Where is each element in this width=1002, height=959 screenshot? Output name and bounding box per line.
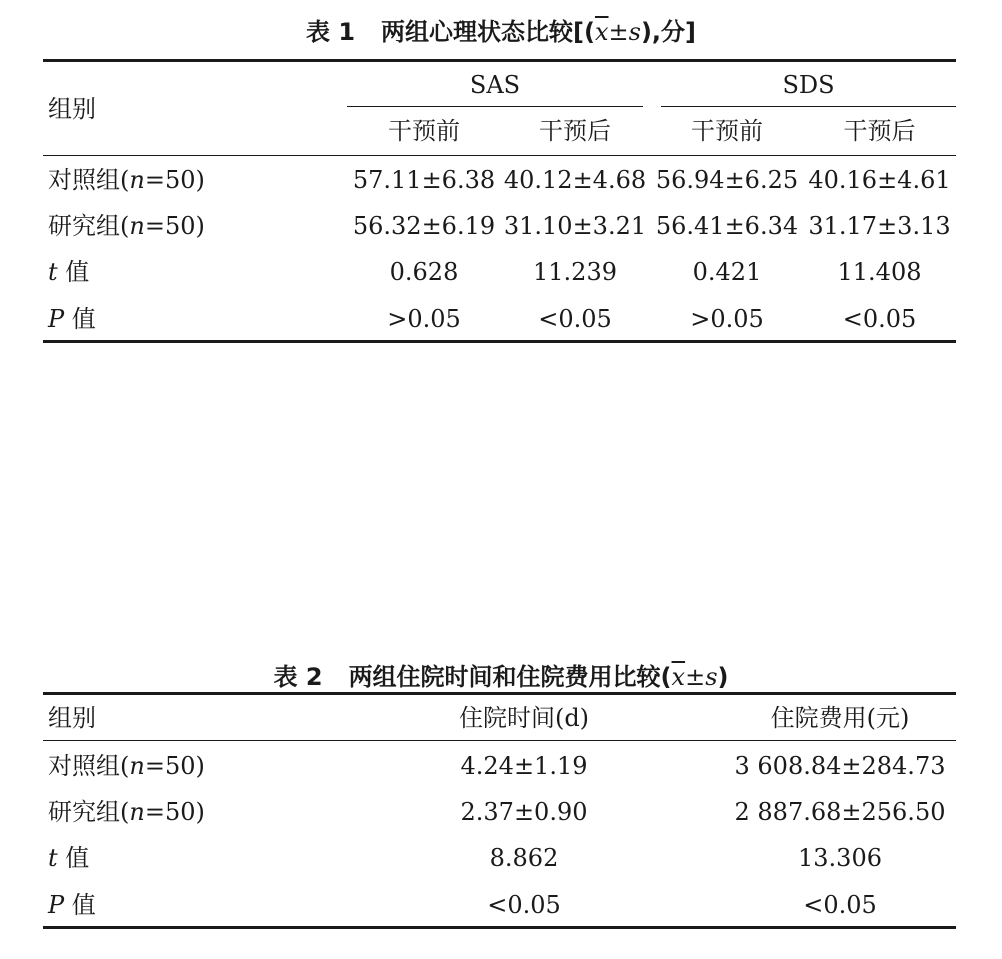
table1-cell: 11.408 xyxy=(837,258,922,286)
table1-cell: 40.12±4.68 xyxy=(503,166,647,194)
table1-cell: 11.239 xyxy=(533,258,617,286)
table1-row-label: t 值 xyxy=(48,258,90,286)
table1-row-label: P 值 xyxy=(48,305,96,333)
table1-top-rule xyxy=(43,59,956,62)
table2-row-label: 研究组(n=50) xyxy=(48,798,205,826)
table2-title-suffix: ) xyxy=(717,663,729,691)
table1-cell: >0.05 xyxy=(387,305,461,333)
table2-cell: 13.306 xyxy=(798,844,882,872)
table1-title-s: s xyxy=(628,18,641,46)
table1-colgroup-sds: SDS xyxy=(782,71,835,99)
table1-cell: 57.11±6.38 xyxy=(352,166,496,194)
table1-header-rule xyxy=(43,155,956,156)
table1-colgroup-sas: SAS xyxy=(469,71,521,99)
table2-group-header: 组别 xyxy=(48,704,96,732)
table2-title-pm: ± xyxy=(685,663,706,691)
table2-cell: 2 887.68±256.50 xyxy=(734,798,946,826)
table1-sds-underline xyxy=(661,106,956,107)
table2-cell: 4.24±1.19 xyxy=(460,752,588,780)
table1-title xyxy=(0,17,1002,47)
table2-title xyxy=(0,662,1002,692)
table1-number: 表 1 xyxy=(305,18,356,46)
table1-cell: 0.628 xyxy=(389,258,459,286)
table2-cell: <0.05 xyxy=(803,891,877,919)
table2-top-rule xyxy=(43,692,956,695)
table1-title-xbar: $\overline{x}$ xyxy=(594,18,609,46)
table1-cell: <0.05 xyxy=(842,305,917,333)
table1-subcol-header: 干预后 xyxy=(539,117,611,145)
table1-cell: 40.16±4.61 xyxy=(808,166,951,194)
table2-cell: <0.05 xyxy=(487,891,561,919)
table2-title-xbar: $\overline{x}$ xyxy=(671,663,686,691)
table2-row-label: 对照组(n=50) xyxy=(48,752,205,780)
table1-cell: 31.17±3.13 xyxy=(808,212,951,240)
table1-subcol-header: 干预前 xyxy=(691,117,763,145)
table2-title-text: 两组住院时间和住院费用比较( xyxy=(348,663,672,691)
table1-title-pm: ± xyxy=(608,18,629,46)
table2-header-rule xyxy=(43,740,956,741)
table1-bottom-rule xyxy=(43,340,956,343)
table2-cell: 2.37±0.90 xyxy=(460,798,588,826)
table2-cell: 3 608.84±284.73 xyxy=(734,752,946,780)
table2-number: 表 2 xyxy=(273,663,323,691)
table1-sas-underline xyxy=(347,106,643,107)
table2-col-header: 住院时间(d) xyxy=(458,704,590,732)
table1-row-label: 研究组(n=50) xyxy=(48,212,205,240)
table2-cell: 8.862 xyxy=(489,844,559,872)
table1-cell: <0.05 xyxy=(538,305,612,333)
table1-row-label: 对照组(n=50) xyxy=(48,166,205,194)
table1-subcol-header: 干预前 xyxy=(388,117,460,145)
table2-col-header: 住院费用(元) xyxy=(770,704,910,732)
table1-cell: 0.421 xyxy=(692,258,762,286)
table1-cell: 31.10±3.21 xyxy=(503,212,647,240)
table1-cell: 56.94±6.25 xyxy=(655,166,799,194)
table1-cell: >0.05 xyxy=(690,305,764,333)
table2-bottom-rule xyxy=(43,926,956,929)
table1-title-text: 两组心理状态比较[( xyxy=(381,18,595,46)
table2-title-s: s xyxy=(705,663,718,691)
table1-cell: 56.32±6.19 xyxy=(352,212,496,240)
table2-row-label: t 值 xyxy=(48,844,90,872)
table1-cell: 56.41±6.34 xyxy=(655,212,799,240)
table1-subcol-header: 干预后 xyxy=(843,117,916,145)
table2-row-label: P 值 xyxy=(48,891,96,919)
table1-group-header: 组别 xyxy=(48,95,96,123)
table1-title-suffix: ),分] xyxy=(640,18,697,46)
